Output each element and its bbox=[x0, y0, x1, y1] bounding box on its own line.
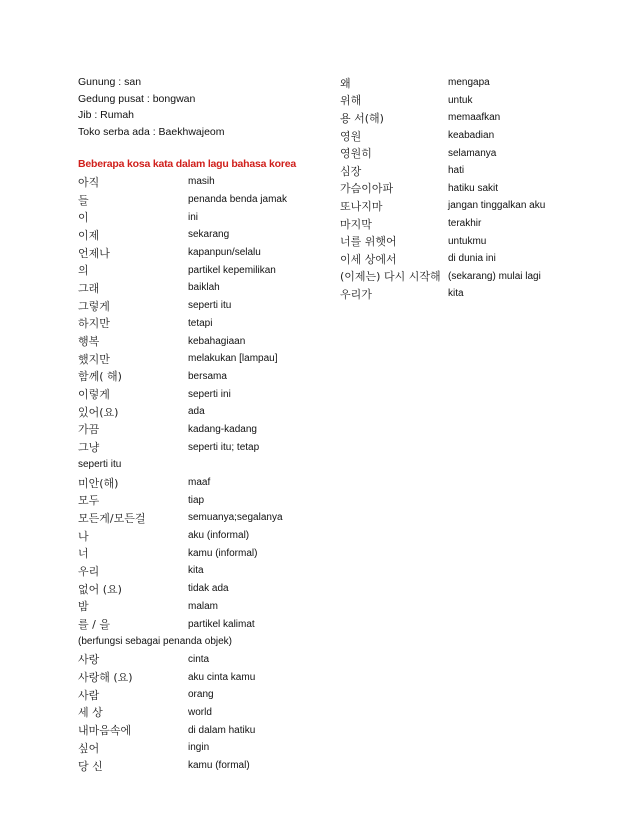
right-vocab-list bbox=[340, 74, 610, 303]
meaning: semuanya;segalanya bbox=[188, 512, 283, 524]
vocab-row bbox=[340, 232, 610, 250]
korean-word: 사람 bbox=[78, 688, 100, 702]
meaning: partikel kalimat bbox=[188, 618, 255, 630]
vocab-row bbox=[78, 332, 310, 350]
korean-word: 들 bbox=[78, 193, 89, 207]
vocab-row bbox=[78, 191, 310, 209]
vocab-row bbox=[340, 109, 610, 127]
korean-word: 심장 bbox=[340, 164, 362, 178]
meaning: kebahagiaan bbox=[188, 335, 246, 347]
korean-word: 가끔 bbox=[78, 423, 100, 437]
vocab-row bbox=[340, 74, 610, 92]
korean-word: 언제나 bbox=[78, 246, 110, 260]
korean-word: 행복 bbox=[78, 335, 100, 349]
vocab-row bbox=[340, 250, 610, 268]
vocab-row bbox=[78, 315, 310, 333]
meaning: kita bbox=[448, 288, 464, 300]
intro-lines bbox=[78, 74, 310, 140]
vocab-row bbox=[340, 268, 610, 286]
meaning: kamu (formal) bbox=[188, 760, 250, 772]
vocab-row bbox=[78, 651, 310, 669]
meaning: selamanya bbox=[448, 147, 497, 159]
left-column bbox=[78, 74, 310, 774]
korean-word: 영원 bbox=[340, 129, 362, 143]
vocab-row bbox=[78, 509, 310, 527]
vocab-row bbox=[78, 598, 310, 616]
meaning-continuation: seperti itu bbox=[78, 459, 122, 470]
vocab-row bbox=[340, 197, 610, 215]
vocab-row bbox=[78, 421, 310, 439]
right-column bbox=[340, 74, 610, 303]
vocab-row bbox=[340, 180, 610, 198]
vocab-row bbox=[78, 208, 310, 226]
vocab-row bbox=[78, 668, 310, 686]
vocab-row bbox=[340, 285, 610, 303]
meaning: (sekarang) mulai lagi bbox=[448, 270, 541, 282]
vocab-row bbox=[78, 527, 310, 545]
meaning: cinta bbox=[188, 653, 210, 665]
vocab-row bbox=[78, 721, 310, 739]
korean-word: 밤 bbox=[78, 600, 89, 614]
meaning: seperti itu bbox=[188, 300, 232, 312]
meaning: memaafkan bbox=[448, 112, 501, 124]
meaning: masih bbox=[188, 176, 215, 188]
korean-word: 우리가 bbox=[340, 287, 372, 301]
vocab-row bbox=[78, 474, 310, 492]
meaning: hatiku sakit bbox=[448, 182, 499, 194]
spacer bbox=[78, 140, 310, 156]
korean-word: 왜 bbox=[340, 76, 351, 90]
meaning: aku cinta kamu bbox=[188, 671, 256, 683]
meaning: melakukan [lampau] bbox=[188, 353, 278, 365]
korean-word: 우리 bbox=[78, 564, 100, 578]
korean-word: 싶어 bbox=[78, 741, 100, 755]
meaning: hati bbox=[448, 165, 465, 177]
meaning: untukmu bbox=[448, 235, 487, 247]
intro-line: Jib : Rumah bbox=[78, 109, 135, 121]
meaning: seperti ini bbox=[188, 388, 231, 400]
meaning: bersama bbox=[188, 370, 227, 382]
vocab-row bbox=[78, 544, 310, 562]
intro-line: Gunung : san bbox=[78, 76, 142, 88]
korean-word: 용 서(해) bbox=[340, 111, 384, 125]
korean-word: 또나지마 bbox=[340, 199, 383, 213]
vocab-row bbox=[78, 279, 310, 297]
vocab-row bbox=[340, 92, 610, 110]
section-heading: Beberapa kosa kata dalam lagu bahasa korea bbox=[78, 158, 297, 170]
korean-word: 세 상 bbox=[78, 706, 103, 720]
korean-word: 이세 상에서 bbox=[340, 252, 397, 266]
korean-word: 사랑해 (요) bbox=[78, 671, 133, 685]
meaning: sekarang bbox=[188, 229, 230, 241]
korean-word: 마지막 bbox=[340, 217, 372, 231]
meaning: malam bbox=[188, 600, 219, 612]
vocab-row bbox=[78, 297, 310, 315]
vocab-row bbox=[340, 127, 610, 145]
korean-word: 아직 bbox=[78, 175, 100, 189]
meaning: maaf bbox=[188, 477, 211, 489]
korean-word: 너 bbox=[78, 547, 89, 561]
vocab-row bbox=[78, 438, 310, 456]
korean-word: 내마음속에 bbox=[78, 724, 132, 738]
meaning: di dalam hatiku bbox=[188, 724, 256, 736]
vocab-row bbox=[78, 580, 310, 598]
meaning: ingin bbox=[188, 742, 210, 754]
meaning: world bbox=[188, 706, 212, 718]
korean-word: 있어(요) bbox=[78, 405, 119, 419]
korean-word: 나 bbox=[78, 529, 89, 543]
meaning: aku (informal) bbox=[188, 530, 250, 542]
korean-word: 모두 bbox=[78, 494, 100, 508]
meaning: kapanpun/selalu bbox=[188, 247, 261, 259]
meaning: seperti itu; tetap bbox=[188, 441, 260, 453]
vocab-row bbox=[78, 226, 310, 244]
vocab-row bbox=[78, 385, 310, 403]
meaning: keabadian bbox=[448, 130, 495, 142]
meaning: untuk bbox=[448, 94, 473, 106]
vocab-row bbox=[78, 562, 310, 580]
vocab-row bbox=[78, 350, 310, 368]
meaning: baiklah bbox=[188, 282, 220, 294]
korean-word: 그래 bbox=[78, 281, 100, 295]
korean-word: 이렇게 bbox=[78, 388, 110, 402]
vocab-row bbox=[78, 704, 310, 722]
meaning: mengapa bbox=[448, 77, 490, 89]
korean-word: 함께( 해) bbox=[78, 370, 122, 384]
vocab-row bbox=[340, 215, 610, 233]
vocab-row bbox=[78, 686, 310, 704]
korean-word: 너를 위햇어 bbox=[340, 235, 397, 249]
meaning: tiap bbox=[188, 494, 205, 506]
meaning: di dunia ini bbox=[448, 253, 496, 265]
meaning: ini bbox=[188, 211, 199, 223]
korean-word: 위해 bbox=[340, 94, 362, 108]
vocab-row bbox=[78, 757, 310, 775]
meaning-continuation: (berfungsi sebagai penanda objek) bbox=[78, 635, 232, 647]
vocab-row bbox=[78, 403, 310, 421]
korean-word: (이제는) 다시 시작해 bbox=[340, 270, 441, 284]
meaning: ada bbox=[188, 406, 205, 418]
meaning: tetapi bbox=[188, 317, 213, 329]
vocab-row bbox=[78, 368, 310, 386]
vocab-row bbox=[78, 244, 310, 262]
korean-word: 없어 (요) bbox=[78, 582, 122, 596]
korean-word: 했지만 bbox=[78, 352, 110, 366]
korean-word: 하지만 bbox=[78, 317, 110, 331]
intro-line: Gedung pusat : bongwan bbox=[78, 92, 196, 105]
korean-word: 를 / 을 bbox=[78, 618, 110, 632]
meaning: kadang-kadang bbox=[188, 423, 257, 435]
vocab-row bbox=[340, 162, 610, 180]
korean-word: 이 bbox=[78, 211, 89, 225]
korean-word: 사랑 bbox=[78, 653, 100, 667]
vocab-row bbox=[78, 615, 310, 633]
vocab-row bbox=[78, 173, 310, 191]
meaning: kita bbox=[188, 565, 204, 577]
korean-word: 이제 bbox=[78, 228, 100, 242]
korean-word: 당 신 bbox=[78, 759, 103, 773]
vocab-row bbox=[340, 144, 610, 162]
meaning: tidak ada bbox=[188, 583, 229, 595]
vocab-row bbox=[78, 491, 310, 509]
meaning: penanda benda jamak bbox=[188, 194, 287, 206]
meaning: jangan tinggalkan aku bbox=[448, 200, 546, 212]
korean-word: 미안(해) bbox=[78, 476, 119, 490]
korean-word: 그냥 bbox=[78, 441, 100, 455]
meaning: terakhir bbox=[448, 218, 482, 230]
intro-line: Toko serba ada : Baekhwajeom bbox=[78, 125, 225, 138]
korean-word: 의 bbox=[78, 264, 89, 278]
meaning: orang bbox=[188, 689, 214, 701]
vocab-row bbox=[78, 261, 310, 279]
vocab-row bbox=[78, 739, 310, 757]
korean-word: 가슴이아파 bbox=[340, 182, 394, 196]
meaning: kamu (informal) bbox=[188, 547, 258, 559]
left-vocab-list bbox=[78, 173, 310, 774]
korean-word: 그렇게 bbox=[78, 299, 110, 313]
korean-word: 영원히 bbox=[340, 147, 372, 161]
korean-word: 모든게/모든걸 bbox=[78, 511, 146, 525]
meaning: partikel kepemilikan bbox=[188, 264, 276, 276]
